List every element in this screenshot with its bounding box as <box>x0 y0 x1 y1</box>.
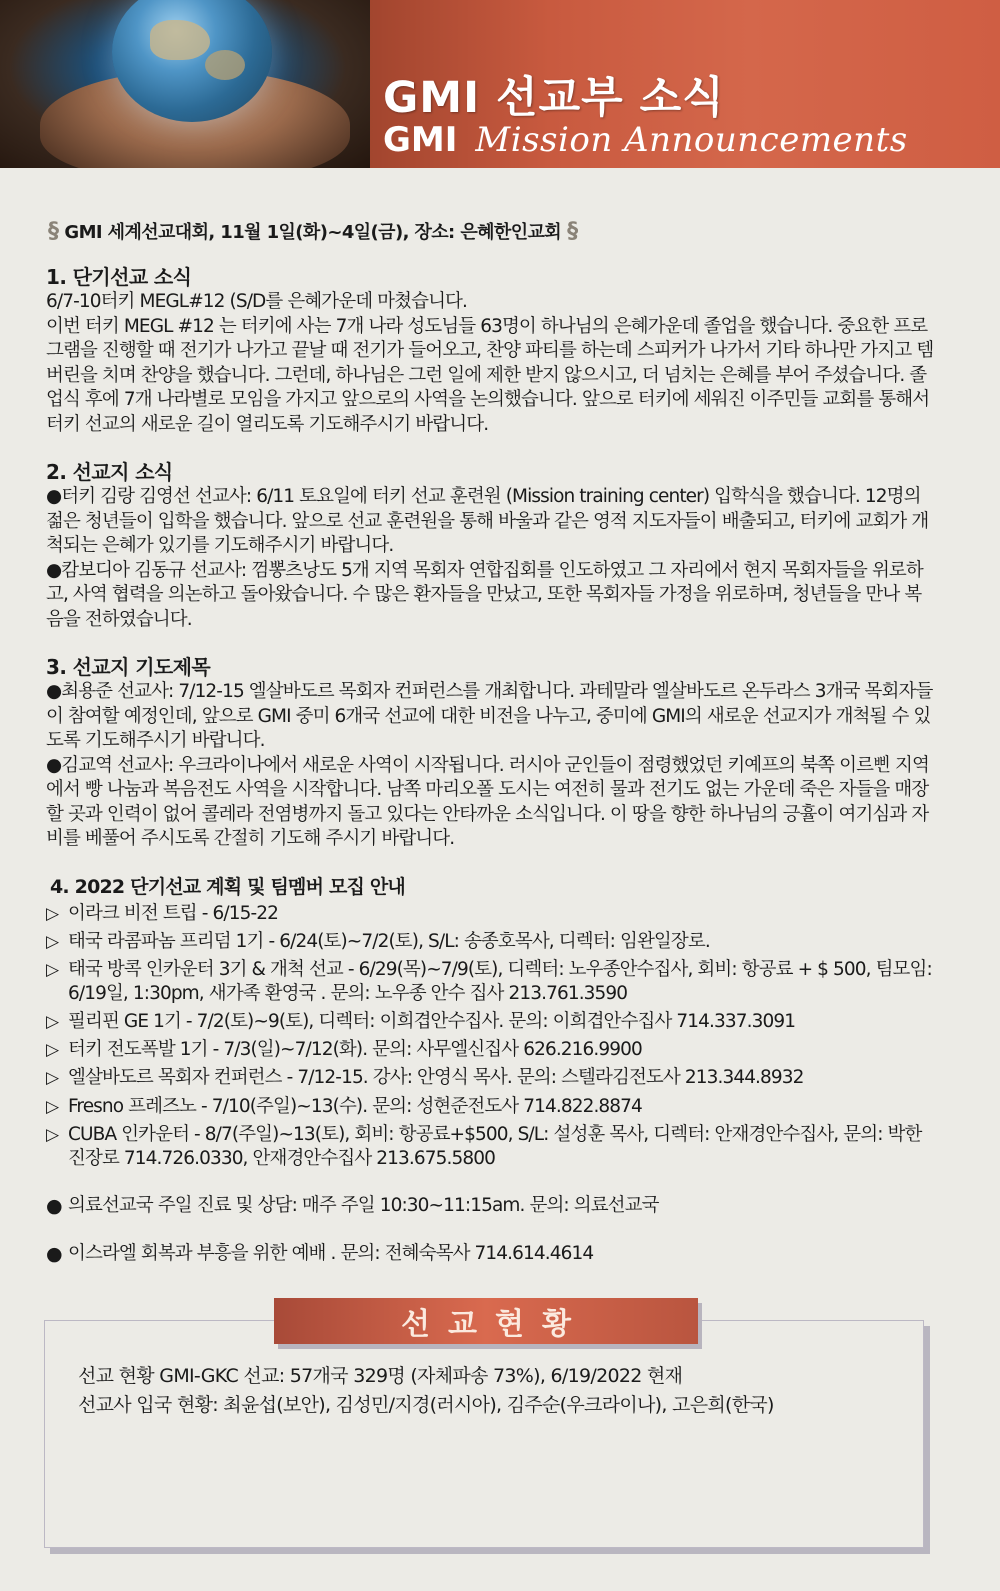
globe-land <box>205 50 245 80</box>
plan-text: 터키 전도폭발 1기 - 7/3(일)~7/12(화). 문의: 사무엘신집사 626.216.9900 <box>68 1039 642 1061</box>
page-title: GMI 선교부 소식 <box>383 73 725 123</box>
triangle-bullet-icon: ▷ <box>46 1068 59 1089</box>
section-heading: 4. 2022 단기선교 계획 및 팀멤버 모집 안내 <box>50 875 405 898</box>
status-line-arrivals: 선교사 입국 현황: 최윤섭(보안), 김성민/지경(러시아), 김주순(우크라이나), 고은희(한국) <box>78 1394 774 1416</box>
globe-land <box>150 20 210 60</box>
mission-status-text <box>78 1362 918 1420</box>
triangle-bullet-icon: ▷ <box>46 1040 59 1061</box>
plan-item <box>46 958 936 1007</box>
triangle-bullet-icon: ▷ <box>46 903 59 924</box>
notice-item <box>46 1242 936 1267</box>
plan-text: 필리핀 GE 1기 - 7/2(토)~9(토), 디렉터: 이희겹안수집사. 문의: 이희겹안수집사 714.337.3091 <box>68 1011 796 1033</box>
mission-status-banner <box>274 1298 698 1344</box>
plan-text: 태국 라콤파놈 프리덤 1기 - 6/24(토)~7/2(토), S/L: 송종호목사, 디렉터: 임완일장로. <box>68 930 710 952</box>
section-short-term-mission <box>46 264 936 437</box>
dot-bullet-icon: ● <box>46 1243 62 1266</box>
plan-item <box>46 1038 936 1063</box>
status-line-summary: 선교 현황 GMI-GKC 선교: 57개국 329명 (자체파송 73%), 6/19/2022 현재 <box>78 1365 683 1387</box>
subtitle-script: Mission Announcements <box>475 120 908 160</box>
section-paragraph: ●터키 김랑 김영선 선교사: 6/11 토요일에 터키 선교 훈련원 (Mission training center) 입학식을 했습니다. 12명의 젊은 청년들이 입학을 했습니다. 앞으로 선교 훈련원을 통해 바울과 같은 영적 지도자들이 배출되고, 터키에 교회가 개척되는 은혜가 있기를 기도해주시기 바랍니다. <box>46 486 929 556</box>
plan-text: Fresno 프레즈노 - 7/10(주일)~13(수). 문의: 성현준전도사 714.822.8874 <box>68 1095 642 1117</box>
section-paragraph: ●김교역 선교사: 우크라이나에서 새로운 사역이 시작됩니다. 러시아 군인들이 점령했었던 키예프의 북쪽 이르삔 지역에서 빵 나눔과 복음전도 사역을 시작합니다. 남쪽 마리오폴 도시는 여전히 물과 전기도 없는 가운데 죽은 자들을 매장할 곳과 인력이 없어 콜레라 전염병까지 돌고 있다는 안타까운 소식입니다. 이 땅을 향한 하나님의 긍휼이 여기심과 자비를 베풀어 주시도록 간절히 기도해 주시기 바랍니다. <box>46 754 929 849</box>
plan-item <box>46 930 936 955</box>
subtitle-gmi: GMI <box>383 120 458 160</box>
mission-status-box <box>44 1320 924 1548</box>
section-mission-field-news <box>46 459 936 632</box>
notice-item <box>46 1194 936 1219</box>
section-paragraph: 이번 터키 MEGL #12 는 터키에 사는 7개 나라 성도님들 63명이 하나님의 은혜가운데 졸업을 했습니다. 중요한 프로그램을 진행할 때 전기가 나가고 끝날 때 전기가 들어오고, 찬양 파티를 하는데 스피커가 나가서 기타 하나만 가지고 템버린을 치며 찬양을 했습니다. 그런데, 하나님은 그런 일에 제한 받지 않으시고, 더 넘치는 은혜를 부어 주셨습니다. 졸업식 후에 7개 나라별로 모임을 가지고 앞으로의 사역을 논의했습니다. 앞으로 터키에 세워진 이주민들 교회를 통해서 터키 선교의 새로운 길이 열리도록 기도해주시기 바랍니다. <box>46 315 934 435</box>
swirl-left-icon: § <box>48 218 59 244</box>
header-banner <box>0 0 1000 168</box>
section-heading: 1. 단기선교 소식 <box>46 265 192 289</box>
page-subtitle <box>383 120 908 160</box>
announcements-body <box>46 264 936 1267</box>
plan-item <box>46 1123 936 1172</box>
swirl-right-icon: § <box>567 218 578 244</box>
plan-text: 태국 방콕 인카운터 3기 & 개척 선교 - 6/29(목)~7/9(토), 디렉터: 노우종안수집사, 회비: 항공료 + $ 500, 팀모임: 6/19일, 1:30pm, 새가족 환영국 . 문의: 노우종 안수 집사 213.761.3590 <box>68 958 932 1005</box>
notice-text: 이스라엘 회복과 부흥을 위한 예배 . 문의: 전혜숙목사 714.614.4614 <box>68 1243 594 1265</box>
section-paragraph: 6/7-10터키 MEGL#12 (S/D를 은혜가운데 마쳤습니다. <box>46 291 467 312</box>
section-paragraph: ●최용준 선교사: 7/12-15 엘살바도르 목회자 컨퍼런스를 개최합니다. 과테말라 엘살바도르 온두라스 3개국 목회자들이 참여할 예정인데, 앞으로 GMI 중미 6개국 선교에 대한 비전을 나누고, 중미에 GMI의 새로운 선교지가 개척될 수 있도록 기도해주시기 바랍니다. <box>46 681 933 751</box>
section-paragraph: ●캄보디아 김동규 선교사: 껌뽕츠낭도 5개 지역 목회자 연합집회를 인도하였고 그 자리에서 현지 목회자들을 위로하고, 사역 협력을 의논하고 돌아왔습니다. 수 많은 환자들을 만났고, 또한 목회자들 가정을 위로하며, 청년들을 만나 복음을 전하였습니다. <box>46 559 923 630</box>
triangle-bullet-icon: ▷ <box>46 1012 59 1033</box>
plan-text: CUBA 인카운터 - 8/7(주일)~13(토), 회비: 항공료+$500, S/L: 설성훈 목사, 디렉터: 안재경안수집사, 문의: 박한진장로 714.726.0330, 안재경안수집사 213.675.5800 <box>68 1123 922 1170</box>
plan-item <box>46 1010 936 1035</box>
plan-item <box>46 1066 936 1091</box>
section-prayer-requests <box>46 654 936 852</box>
mission-status-heading: 선교현황 <box>401 1307 589 1342</box>
triangle-bullet-icon: ▷ <box>46 1124 59 1145</box>
plan-item <box>46 1095 936 1120</box>
triangle-bullet-icon: ▷ <box>46 931 59 952</box>
notice-text: 의료선교국 주일 진료 및 상담: 매주 주일 10:30~11:15am. 문의: 의료선교국 <box>68 1194 659 1216</box>
section-heading: 3. 선교지 기도제목 <box>46 655 211 679</box>
triangle-bullet-icon: ▷ <box>46 959 59 980</box>
section-2022-plans <box>46 874 936 1172</box>
triangle-bullet-icon: ▷ <box>46 1096 59 1117</box>
dot-bullet-icon: ● <box>46 1194 62 1217</box>
plan-item <box>46 902 936 927</box>
conference-text: GMI 세계선교대회, 11월 1일(화)~4일(금), 장소: 은혜한인교회 <box>64 222 562 243</box>
plan-text: 엘살바도르 목회자 컨퍼런스 - 7/12-15. 강사: 안영식 목사. 문의: 스텔라김전도사 213.344.8932 <box>68 1067 804 1089</box>
plan-text: 이라크 비전 트립 - 6/15-22 <box>68 902 278 924</box>
section-heading: 2. 선교지 소식 <box>46 460 173 484</box>
conference-notice <box>48 216 608 246</box>
globe-in-hands-image <box>0 0 370 168</box>
